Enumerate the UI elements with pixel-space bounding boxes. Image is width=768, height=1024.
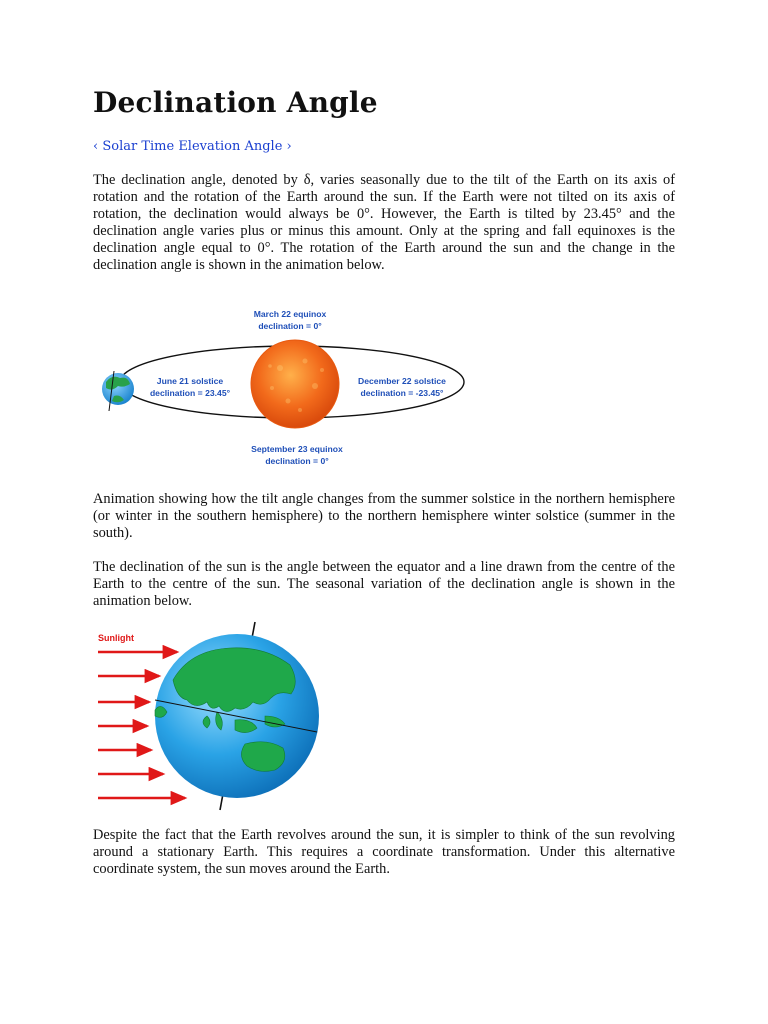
december-declination-label: declination = -23.45° — [360, 388, 444, 398]
intro-paragraph: The declination angle, denoted by δ, varies seasonally due to the tilt of the Earth on its axis of rotation and the rotation of the Earth around the sun. If the Earth were not tilted on its axis of rotation, the declination would always be 0°. However, the Earth is tilted by 23.45° and the declination angle varies plus or minus this amount. Only at the spring and fall equinoxes is the declination angle equal to 0°. The rotation of the Earth around the sun and the change in the declination angle is shown in the animation below. — [93, 172, 675, 273]
sunlight-label: Sunlight — [98, 633, 134, 643]
earth-globe-small — [102, 371, 134, 411]
march-declination-label: declination = 0° — [258, 321, 322, 331]
september-equinox-label: September 23 equinox — [251, 444, 343, 454]
june-declination-label: declination = 23.45° — [149, 388, 231, 398]
june-solstice-label: June 21 solstice — [156, 376, 224, 386]
prev-link-solar-time[interactable]: ‹ Solar Time — [93, 139, 175, 154]
coordinate-transform-paragraph: Despite the fact that the Earth revolves around the sun, it is simpler to think of the sun revolving around a stationary Earth. This requires a coordinate transformation. Under this alternative coordinate system, the sun moves around the Earth. — [93, 827, 675, 877]
earth-orbit-diagram — [100, 306, 475, 470]
sun — [251, 340, 339, 428]
december-solstice-label: December 22 solstice — [358, 376, 446, 386]
page-title: Declination Angle — [93, 86, 378, 119]
september-declination-label: declination = 0° — [265, 456, 329, 466]
declination-definition-paragraph: The declination of the sun is the angle between the equator and a line drawn from the centre of the Earth to the centre of the sun. The seasonal variation of the declination angle is shown in the animation below. — [93, 559, 675, 609]
breadcrumb-nav — [93, 139, 292, 154]
earth-tilt-diagram — [95, 620, 325, 812]
march-equinox-label: March 22 equinox — [253, 309, 327, 319]
animation-caption-paragraph: Animation showing how the tilt angle changes from the summer solstice in the northern hemisphere (or winter in the southern hemisphere) to the northern hemisphere winter solstice (summer in the south). — [93, 491, 675, 541]
next-link-elevation-angle[interactable]: Elevation Angle › — [178, 139, 292, 154]
